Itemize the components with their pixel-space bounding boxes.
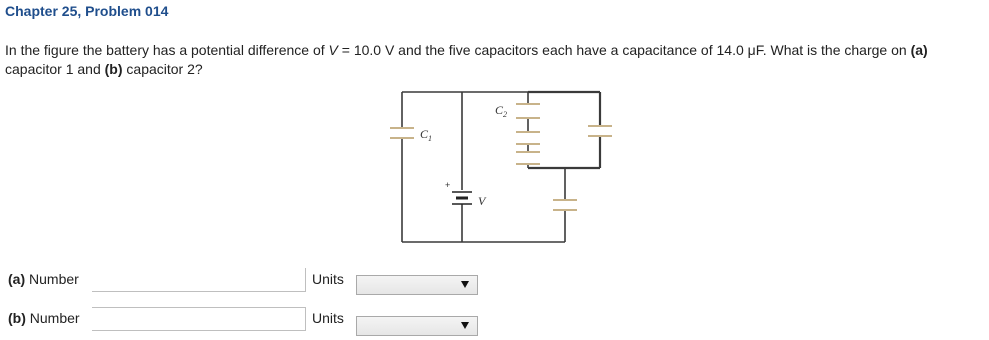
label-c2: $C_2$	[495, 103, 508, 119]
answer-a-label	[8, 271, 79, 287]
answer-b-units-select[interactable]	[356, 316, 478, 336]
answer-b-part: (b)	[8, 310, 26, 326]
capacitor-plates	[390, 104, 612, 210]
dropdown-arrow-icon	[461, 322, 469, 329]
label-c1: $C_1$	[420, 127, 433, 143]
answer-a-number-input[interactable]	[92, 268, 306, 292]
problem-text-1: In the figure the battery has a potential difference of	[5, 42, 329, 58]
circuit-figure	[380, 88, 630, 248]
part-b-marker: (b)	[104, 61, 123, 77]
dropdown-arrow-icon	[461, 281, 469, 288]
answer-a-units-label: Units	[312, 271, 344, 287]
answer-b-units-label: Units	[312, 310, 344, 326]
problem-text-2: = 10.0 V and the five capacitors each have a capacitance of 14.0 μF. What is the charge on	[337, 42, 911, 58]
answer-b-number-input[interactable]	[92, 307, 306, 331]
part-a-marker: (a)	[910, 42, 928, 58]
page-title: Chapter 25, Problem 014	[5, 3, 169, 19]
problem-statement	[5, 41, 985, 79]
battery-symbol	[452, 192, 472, 204]
label-v: V	[478, 194, 486, 208]
problem-text-3: capacitor 1 and	[5, 61, 105, 77]
answer-a-number-text: Number	[25, 271, 79, 287]
answer-b-number-text: Number	[25, 310, 80, 326]
answer-b-label	[8, 310, 80, 326]
answer-a-units-select[interactable]	[356, 275, 478, 295]
problem-text-4: capacitor 2?	[122, 61, 203, 77]
battery-plus-sign: +	[445, 180, 451, 190]
answer-a-part: (a)	[8, 271, 26, 287]
variable-v: V	[328, 42, 338, 58]
